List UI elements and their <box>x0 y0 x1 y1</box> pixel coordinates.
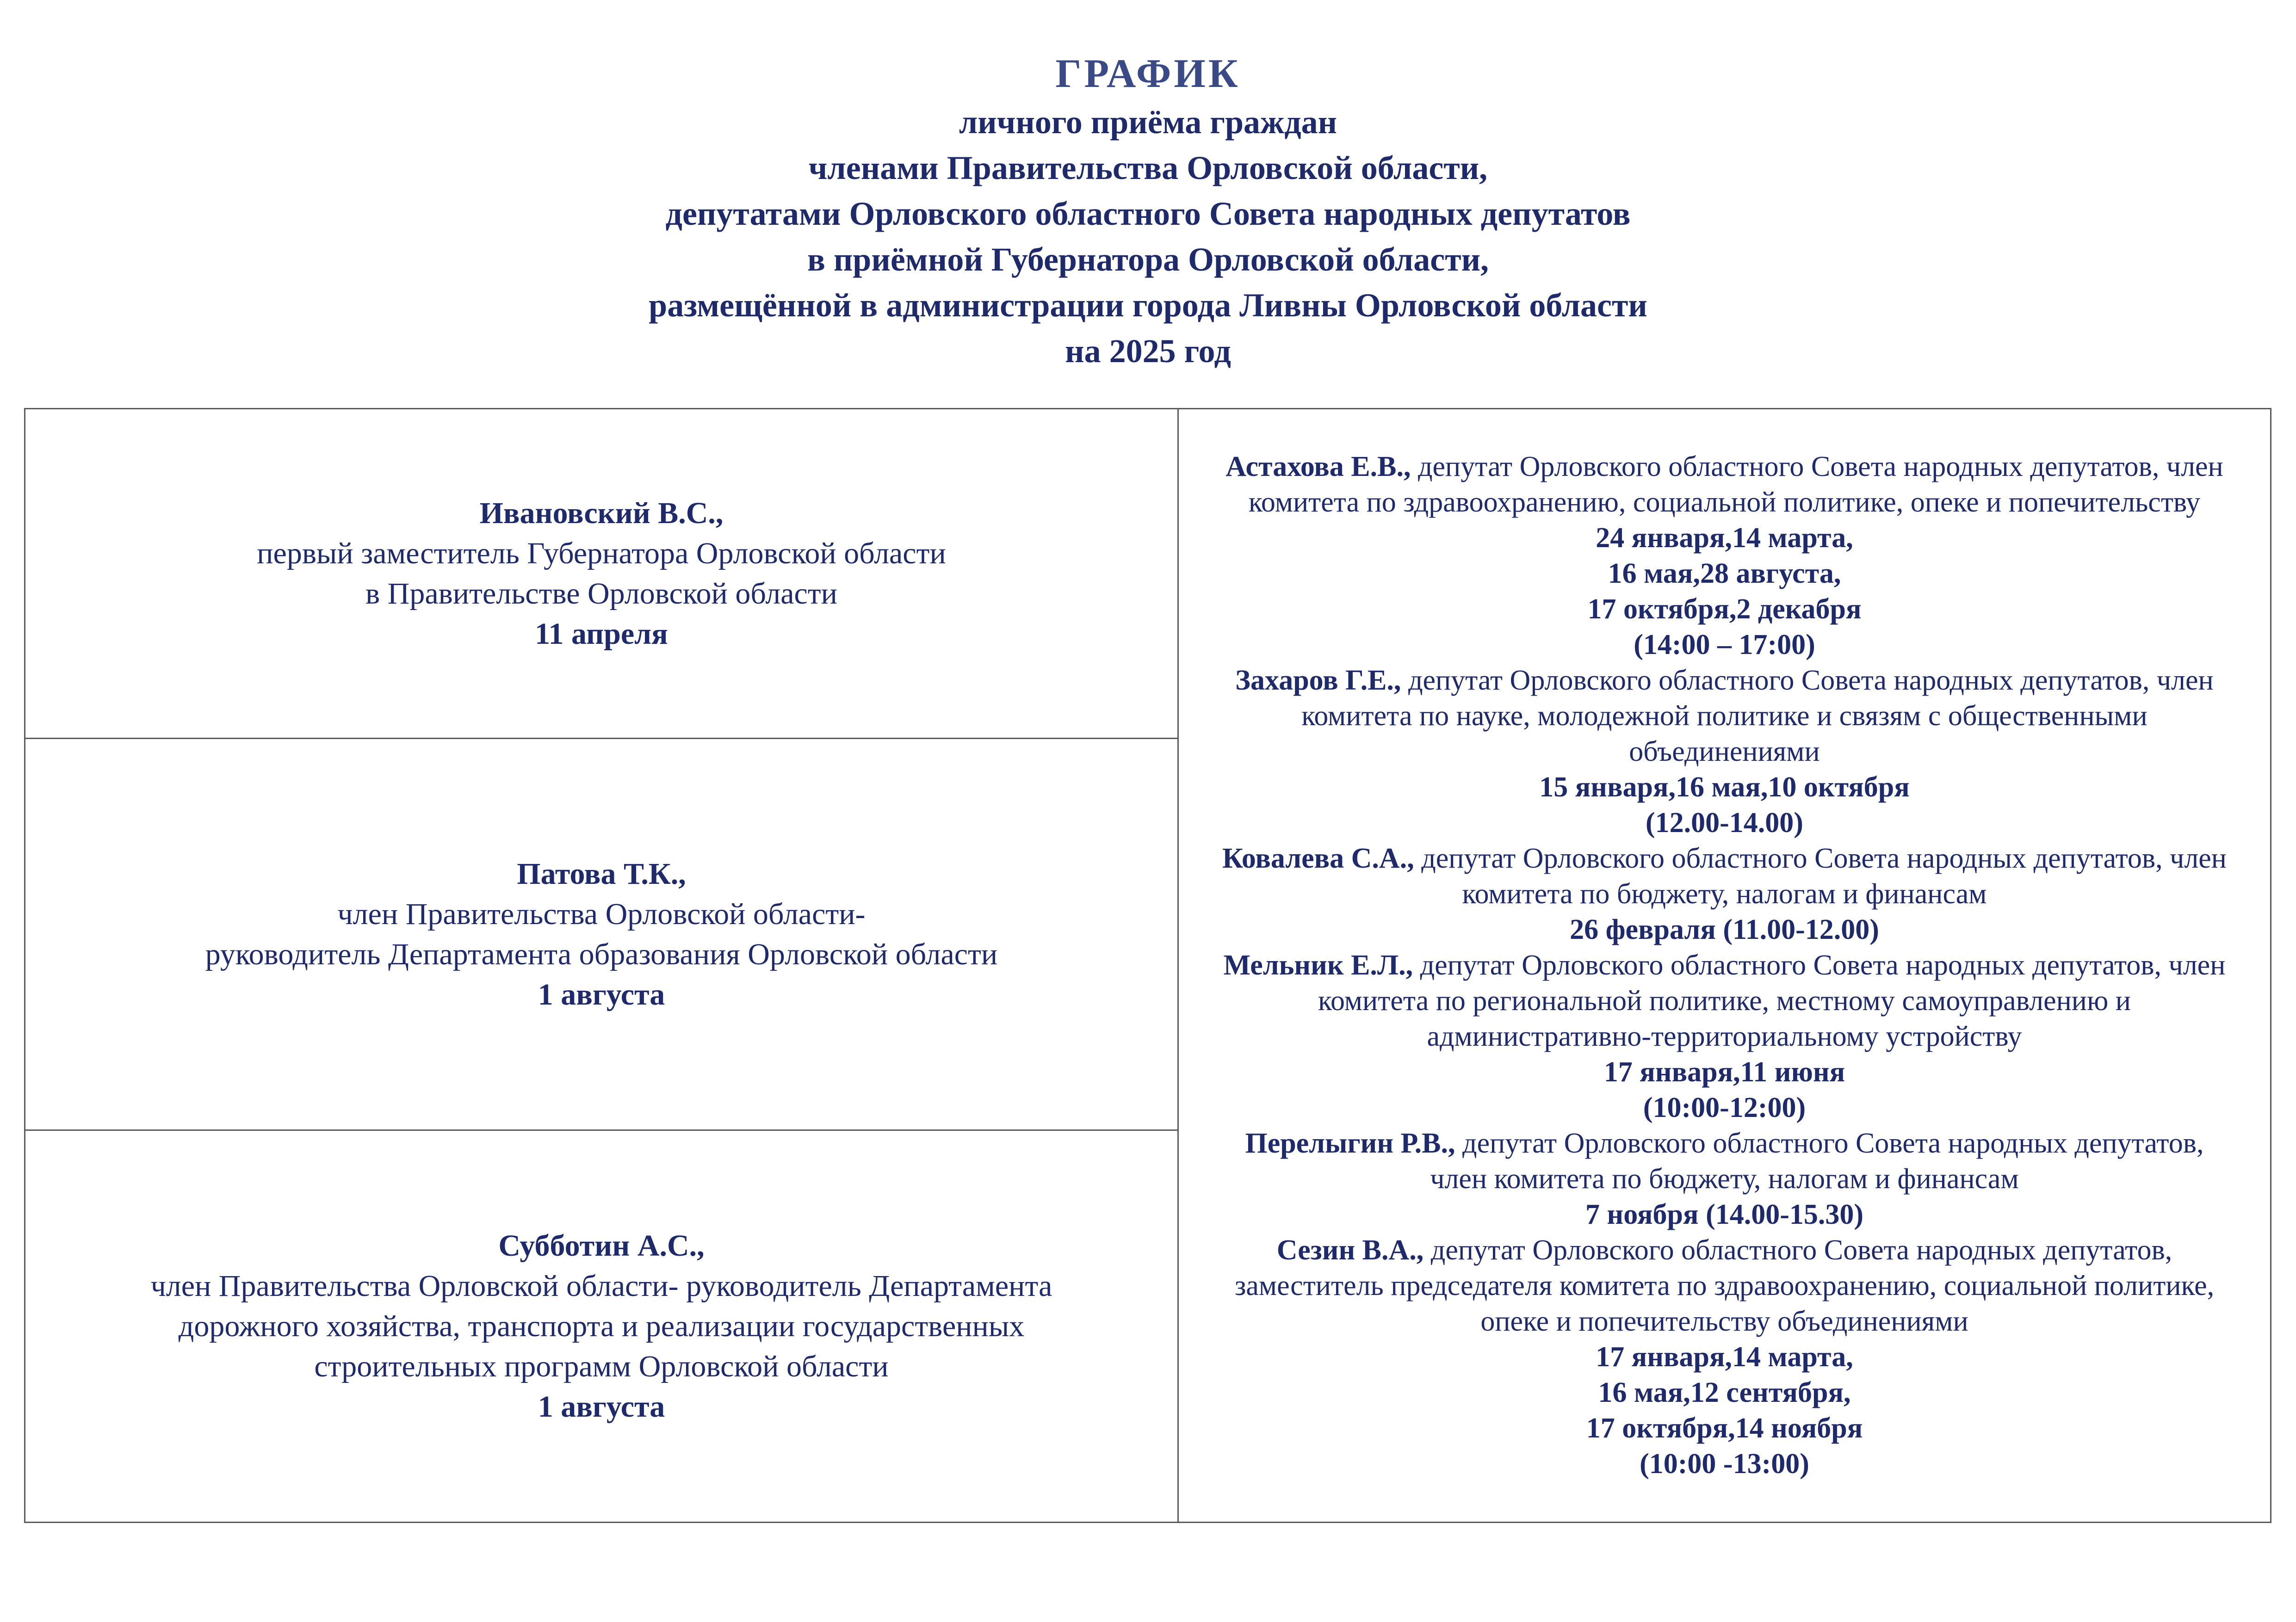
official-date: 1 августа <box>538 1390 665 1424</box>
subtitle-line: членами Правительства Орловской области, <box>808 149 1488 186</box>
official-date: 11 апреля <box>535 617 668 651</box>
deputy-name: Сезин В.А., <box>1276 1234 1424 1266</box>
deputy-description: комитета по здравоохранению, социальной политике, опеке и попечительству <box>1248 487 2201 518</box>
deputy-dates: 15 января,16 мая,10 октября <box>1539 771 1910 803</box>
subtitle-line: размещённой в администрации города Ливны Орловской области <box>649 287 1647 324</box>
document-title: ГРАФИК <box>1055 51 1241 96</box>
official-position: член Правительства Орловской области- <box>337 897 866 931</box>
official-name: Субботин А.С., <box>498 1229 705 1263</box>
deputy-description: депутат Орловского областного Совета народных депутатов, член <box>1414 843 2227 874</box>
deputy-hours: (10:00 -13:00) <box>1640 1448 1809 1480</box>
deputy-name: Захаров Г.Е., <box>1235 665 1401 696</box>
deputy-entry <box>1193 449 2256 485</box>
deputy-dates: 17 января,11 июня <box>1603 1056 1845 1088</box>
document-header <box>0 49 2296 374</box>
deputy-dates: 26 февраля (11.00-12.00) <box>1570 914 1879 945</box>
deputy-description: депутат Орловского областного Совета народных депутатов, член <box>1401 665 2214 696</box>
deputy-description: депутат Орловского областного Совета народных депутатов, член <box>1413 950 2226 981</box>
deputy-hours: (10:00-12:00) <box>1643 1092 1806 1123</box>
deputy-name: Мельник Е.Л., <box>1223 950 1413 981</box>
deputy-description: депутат Орловского областного Совета народных депутатов, <box>1455 1128 2204 1159</box>
subtitle-line: личного приёма граждан <box>959 104 1337 141</box>
official-cell <box>25 739 1178 1130</box>
deputy-name: Астахова Е.В., <box>1225 451 1411 482</box>
deputy-entry <box>1193 663 2256 698</box>
deputy-description: член комитета по бюджету, налогам и финансам <box>1430 1163 2019 1195</box>
subtitle-line: на 2025 год <box>1065 333 1231 370</box>
official-position: строительных программ Орловской области <box>314 1350 889 1383</box>
deputy-hours: (14:00 – 17:00) <box>1634 629 1815 660</box>
deputy-description: объединениями <box>1629 736 1820 767</box>
official-name: Ивановский В.С., <box>479 496 724 530</box>
deputies-cell <box>1178 409 2271 1523</box>
official-position: член Правительства Орловской области- руководитель Департамента <box>150 1269 1052 1303</box>
official-cell <box>25 409 1178 739</box>
deputy-description: заместитель председателя комитета по здравоохранению, социальной политике, <box>1234 1270 2215 1301</box>
deputy-description: комитета по региональной политике, местному самоуправлению и <box>1318 985 2131 1017</box>
deputy-entry <box>1193 841 2256 876</box>
deputy-description: комитета по науке, молодежной политике и связям с общественными <box>1301 700 2147 732</box>
deputy-dates: 16 мая,12 сентября, <box>1598 1377 1851 1408</box>
official-position: руководитель Департамента образования Орловской области <box>205 937 998 971</box>
official-position: дорожного хозяйства, транспорта и реализации государственных <box>178 1309 1025 1343</box>
deputy-dates: 17 октября,14 ноября <box>1586 1412 1863 1444</box>
deputy-name: Ковалева С.А., <box>1222 843 1414 874</box>
deputy-entry <box>1193 948 2256 983</box>
deputy-entry <box>1193 1126 2256 1161</box>
official-cell <box>25 1130 1178 1523</box>
official-name: Патова Т.К., <box>517 857 686 891</box>
official-position: первый заместитель Губернатора Орловской области <box>257 537 946 570</box>
deputy-dates: 17 октября,2 декабря <box>1587 593 1862 625</box>
subtitle-line: депутатами Орловского областного Совета народных депутатов <box>665 195 1631 232</box>
deputy-entry <box>1193 1233 2256 1268</box>
official-position: в Правительстве Орловской области <box>365 577 837 611</box>
deputy-hours: (12.00-14.00) <box>1646 807 1803 839</box>
deputy-dates: 17 января,14 марта, <box>1596 1341 1853 1373</box>
deputy-dates: 16 мая,28 августа, <box>1608 558 1841 589</box>
deputy-dates: 7 ноября (14.00-15.30) <box>1585 1199 1864 1230</box>
deputy-description: депутат Орловского областного Совета народных депутатов, <box>1423 1234 2172 1266</box>
schedule-table <box>24 408 2271 1523</box>
deputy-description: комитета по бюджету, налогам и финансам <box>1462 878 1987 910</box>
subtitle-line: в приёмной Губернатора Орловской области, <box>807 241 1489 278</box>
deputy-dates: 24 января,14 марта, <box>1596 522 1853 554</box>
official-date: 1 августа <box>538 978 665 1011</box>
deputy-description: депутат Орловского областного Совета народных депутатов, член <box>1411 451 2223 482</box>
deputy-name: Перелыгин Р.В., <box>1245 1128 1455 1159</box>
deputy-description: опеке и попечительству объединениями <box>1480 1306 1968 1337</box>
deputy-description: административно-территориальному устройству <box>1427 1021 2022 1052</box>
